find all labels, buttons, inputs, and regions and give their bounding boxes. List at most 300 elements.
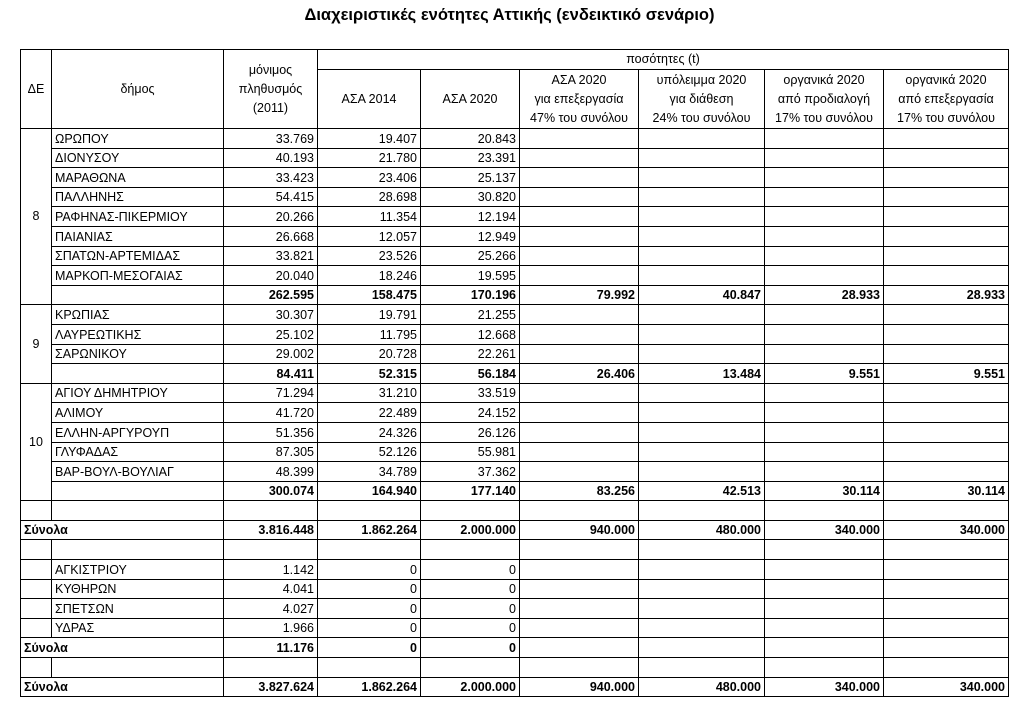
subtotal-resid: 13.484 <box>639 364 765 384</box>
header-pop-line: (2011) <box>252 100 289 115</box>
subtotal-orgsel: 30.114 <box>765 481 884 501</box>
municipality-name: ΠΑΙΑΝΙΑΣ <box>52 226 224 246</box>
total-row <box>21 520 1009 540</box>
empty-cell <box>52 501 224 521</box>
asa2014-cell: 12.057 <box>318 226 421 246</box>
empty-cell <box>520 305 639 325</box>
header-quantities: ποσότητες (t) <box>318 50 1009 70</box>
subtotal-orgsel: 28.933 <box>765 285 884 305</box>
municipality-name: ΑΓΚΙΣΤΡΙΟΥ <box>52 560 224 580</box>
empty-cell <box>639 129 765 149</box>
asa2020-cell: 55.981 <box>421 442 520 462</box>
total-resid: 480.000 <box>639 520 765 540</box>
page-title: Διαχειριστικές ενότητες Αττικής (ενδεικτικό σενάριο) <box>304 6 715 24</box>
empty-cell <box>765 344 884 364</box>
empty-cell <box>765 305 884 325</box>
empty-cell <box>884 148 1009 168</box>
asa2014-cell: 31.210 <box>318 383 421 403</box>
header-pop-line: πληθυσμός <box>238 81 303 96</box>
header-line: οργανικά 2020 <box>905 72 987 87</box>
empty-cell <box>765 658 884 678</box>
asa2014-cell: 18.246 <box>318 266 421 286</box>
empty-cell <box>884 442 1009 462</box>
spacer-row <box>21 540 1009 560</box>
population-cell: 54.415 <box>224 187 318 207</box>
municipality-name: ΣΠΕΤΣΩΝ <box>52 599 224 619</box>
table-row <box>21 266 1009 286</box>
empty-cell <box>520 442 639 462</box>
empty-cell <box>639 442 765 462</box>
table-row <box>21 305 1009 325</box>
header-organic-processing <box>884 70 1009 129</box>
total-asa2020: 2.000.000 <box>421 677 520 697</box>
population-cell: 30.307 <box>224 305 318 325</box>
total-proc: 940.000 <box>520 520 639 540</box>
header-dimos: δήμος <box>52 50 224 129</box>
empty-cell <box>21 599 52 619</box>
empty-cell <box>639 344 765 364</box>
header-processing <box>520 70 639 129</box>
total-asa2014: 1.862.264 <box>318 520 421 540</box>
de-cell: 10 <box>21 383 52 501</box>
asa2014-cell: 0 <box>318 618 421 638</box>
table-row <box>21 226 1009 246</box>
asa2014-cell: 24.326 <box>318 422 421 442</box>
empty-cell <box>639 246 765 266</box>
header-organic-sorting <box>765 70 884 129</box>
empty-cell <box>21 540 52 560</box>
subtotal-row <box>21 481 1009 501</box>
asa2020-cell: 12.949 <box>421 226 520 246</box>
asa2014-cell: 23.406 <box>318 168 421 188</box>
empty-cell <box>765 579 884 599</box>
subtotal-proc: 26.406 <box>520 364 639 384</box>
header-line: για διάθεση <box>669 91 734 106</box>
asa2014-cell: 19.791 <box>318 305 421 325</box>
population-cell: 4.027 <box>224 599 318 619</box>
asa2020-cell: 25.266 <box>421 246 520 266</box>
empty-cell <box>520 207 639 227</box>
subtotal-asa2020: 56.184 <box>421 364 520 384</box>
empty-cell <box>765 638 884 658</box>
table-row <box>21 462 1009 482</box>
total-resid: 480.000 <box>639 677 765 697</box>
subtotal-asa2020: 170.196 <box>421 285 520 305</box>
subtotal-pop: 300.074 <box>224 481 318 501</box>
asa2014-cell: 11.354 <box>318 207 421 227</box>
header-pop-line: μόνιμος <box>248 62 293 77</box>
subtotal-orgproc: 9.551 <box>884 364 1009 384</box>
table-row <box>21 324 1009 344</box>
subtotal-asa2014: 52.315 <box>318 364 421 384</box>
empty-cell <box>639 638 765 658</box>
total-asa2020: 2.000.000 <box>421 520 520 540</box>
empty-cell <box>884 579 1009 599</box>
empty-cell <box>765 324 884 344</box>
header-line: 24% του συνόλου <box>652 110 751 125</box>
empty-cell <box>765 187 884 207</box>
empty-cell <box>639 599 765 619</box>
header-line: από προδιαλογή <box>777 91 871 106</box>
empty-cell <box>318 501 421 521</box>
empty-cell <box>639 579 765 599</box>
empty-cell <box>520 560 639 580</box>
empty-cell <box>765 501 884 521</box>
subtotal-pop: 262.595 <box>224 285 318 305</box>
empty-cell <box>318 540 421 560</box>
header-population <box>224 50 318 129</box>
empty-cell <box>520 501 639 521</box>
table-row <box>21 187 1009 207</box>
asa2014-cell: 28.698 <box>318 187 421 207</box>
empty-cell <box>520 618 639 638</box>
subtotal-orgproc: 30.114 <box>884 481 1009 501</box>
population-cell: 48.399 <box>224 462 318 482</box>
empty-cell <box>520 638 639 658</box>
total-label: Σύνολα <box>21 677 224 697</box>
empty-cell <box>765 168 884 188</box>
municipality-name: ΠΑΛΛΗΝΗΣ <box>52 187 224 207</box>
subtotal-resid: 40.847 <box>639 285 765 305</box>
asa2020-cell: 33.519 <box>421 383 520 403</box>
table-row <box>21 148 1009 168</box>
total-orgproc: 340.000 <box>884 677 1009 697</box>
asa2014-cell: 52.126 <box>318 442 421 462</box>
empty-cell <box>639 403 765 423</box>
population-cell: 33.423 <box>224 168 318 188</box>
population-cell: 71.294 <box>224 383 318 403</box>
empty-cell <box>765 266 884 286</box>
table-row <box>21 442 1009 462</box>
total-orgproc: 340.000 <box>884 520 1009 540</box>
empty-cell <box>639 560 765 580</box>
header-line: οργανικά 2020 <box>783 72 865 87</box>
empty-cell <box>765 129 884 149</box>
header-line: 17% του συνόλου <box>775 110 873 125</box>
total-pop: 11.176 <box>224 638 318 658</box>
header-residue <box>639 70 765 129</box>
subtotal-proc: 79.992 <box>520 285 639 305</box>
subtotal-row <box>21 364 1009 384</box>
empty-cell <box>318 658 421 678</box>
empty-cell <box>520 344 639 364</box>
empty-cell <box>639 305 765 325</box>
municipality-name: ΥΔΡΑΣ <box>52 618 224 638</box>
empty-cell <box>421 540 520 560</box>
table-row <box>21 168 1009 188</box>
asa2014-cell: 0 <box>318 579 421 599</box>
municipality-name: ΣΠΑΤΩΝ-ΑΡΤΕΜΙΔΑΣ <box>52 246 224 266</box>
empty-cell <box>224 540 318 560</box>
empty-cell <box>52 364 224 384</box>
asa2014-cell: 23.526 <box>318 246 421 266</box>
total-label: Σύνολα <box>21 520 224 540</box>
table-row <box>21 579 1009 599</box>
asa2020-cell: 12.194 <box>421 207 520 227</box>
table-row <box>21 560 1009 580</box>
subtotal-orgproc: 28.933 <box>884 285 1009 305</box>
asa2014-cell: 34.789 <box>318 462 421 482</box>
empty-cell <box>639 266 765 286</box>
empty-cell <box>421 658 520 678</box>
population-cell: 51.356 <box>224 422 318 442</box>
total-pop: 3.827.624 <box>224 677 318 697</box>
total-pop: 3.816.448 <box>224 520 318 540</box>
empty-cell <box>639 226 765 246</box>
header-asa2014: ΑΣΑ 2014 <box>318 70 421 129</box>
total-proc: 940.000 <box>520 677 639 697</box>
spacer-row <box>21 658 1009 678</box>
empty-cell <box>765 383 884 403</box>
empty-cell <box>639 207 765 227</box>
empty-cell <box>639 324 765 344</box>
asa2014-cell: 22.489 <box>318 403 421 423</box>
municipality-name: ΓΛΥΦΑΔΑΣ <box>52 442 224 462</box>
asa2020-cell: 19.595 <box>421 266 520 286</box>
table-body <box>21 129 1009 697</box>
subtotal-asa2014: 164.940 <box>318 481 421 501</box>
empty-cell <box>884 344 1009 364</box>
empty-cell <box>765 618 884 638</box>
population-cell: 29.002 <box>224 344 318 364</box>
header-line: από επεξεργασία <box>898 91 994 106</box>
empty-cell <box>639 187 765 207</box>
empty-cell <box>520 540 639 560</box>
header-asa2020: ΑΣΑ 2020 <box>421 70 520 129</box>
empty-cell <box>884 658 1009 678</box>
empty-cell <box>765 422 884 442</box>
empty-cell <box>52 540 224 560</box>
asa2020-cell: 20.843 <box>421 129 520 149</box>
empty-cell <box>884 226 1009 246</box>
empty-cell <box>884 129 1009 149</box>
empty-cell <box>21 618 52 638</box>
empty-cell <box>21 658 52 678</box>
asa2014-cell: 21.780 <box>318 148 421 168</box>
total-asa2014: 1.862.264 <box>318 677 421 697</box>
table-row <box>21 207 1009 227</box>
empty-cell <box>884 207 1009 227</box>
grand-total-row <box>21 677 1009 697</box>
empty-cell <box>765 207 884 227</box>
header-line: για επεξεργασία <box>534 91 624 106</box>
municipality-name: ΑΓΙΟΥ ΔΗΜΗΤΡΙΟΥ <box>52 383 224 403</box>
empty-cell <box>884 324 1009 344</box>
empty-cell <box>884 540 1009 560</box>
empty-cell <box>639 462 765 482</box>
subtotal-orgsel: 9.551 <box>765 364 884 384</box>
asa2014-cell: 20.728 <box>318 344 421 364</box>
empty-cell <box>884 187 1009 207</box>
population-cell: 26.668 <box>224 226 318 246</box>
total-asa2014: 0 <box>318 638 421 658</box>
subtotal-resid: 42.513 <box>639 481 765 501</box>
asa2020-cell: 23.391 <box>421 148 520 168</box>
population-cell: 20.040 <box>224 266 318 286</box>
total-row <box>21 638 1009 658</box>
empty-cell <box>520 246 639 266</box>
empty-cell <box>765 540 884 560</box>
empty-cell <box>639 383 765 403</box>
table-row <box>21 403 1009 423</box>
empty-cell <box>224 658 318 678</box>
empty-cell <box>884 638 1009 658</box>
population-cell: 33.769 <box>224 129 318 149</box>
asa2020-cell: 24.152 <box>421 403 520 423</box>
asa2020-cell: 37.362 <box>421 462 520 482</box>
asa2020-cell: 0 <box>421 560 520 580</box>
empty-cell <box>765 599 884 619</box>
empty-cell <box>639 540 765 560</box>
asa2020-cell: 0 <box>421 579 520 599</box>
subtotal-asa2020: 177.140 <box>421 481 520 501</box>
asa2014-cell: 0 <box>318 560 421 580</box>
empty-cell <box>639 618 765 638</box>
empty-cell <box>520 599 639 619</box>
table-row <box>21 246 1009 266</box>
header-line: 47% του συνόλου <box>530 110 628 125</box>
table-row <box>21 383 1009 403</box>
municipality-name: ΚΥΘΗΡΩΝ <box>52 579 224 599</box>
municipality-name: ΒΑΡ-ΒΟΥΛ-ΒΟΥΛΙΑΓ <box>52 462 224 482</box>
empty-cell <box>520 579 639 599</box>
empty-cell <box>884 383 1009 403</box>
empty-cell <box>639 168 765 188</box>
empty-cell <box>765 462 884 482</box>
table-row <box>21 129 1009 149</box>
empty-cell <box>520 422 639 442</box>
empty-cell <box>884 599 1009 619</box>
total-asa2020: 0 <box>421 638 520 658</box>
empty-cell <box>520 226 639 246</box>
header-line: 17% του συνόλου <box>897 110 995 125</box>
empty-cell <box>765 246 884 266</box>
empty-cell <box>639 658 765 678</box>
empty-cell <box>520 462 639 482</box>
population-cell: 41.720 <box>224 403 318 423</box>
total-orgsel: 340.000 <box>765 520 884 540</box>
subtotal-row <box>21 285 1009 305</box>
header-line: ΑΣΑ 2020 <box>551 72 607 87</box>
municipality-name: ΜΑΡΚΟΠ-ΜΕΣΟΓΑΙΑΣ <box>52 266 224 286</box>
empty-cell <box>421 501 520 521</box>
table-row <box>21 618 1009 638</box>
asa2014-cell: 19.407 <box>318 129 421 149</box>
population-cell: 40.193 <box>224 148 318 168</box>
subtotal-proc: 83.256 <box>520 481 639 501</box>
header-de: ΔΕ <box>21 50 52 129</box>
municipality-name: ΜΑΡΑΘΩΝΑ <box>52 168 224 188</box>
asa2020-cell: 26.126 <box>421 422 520 442</box>
municipality-name: ΚΡΩΠΙΑΣ <box>52 305 224 325</box>
header-row-1 <box>21 50 1009 70</box>
empty-cell <box>884 422 1009 442</box>
total-orgsel: 340.000 <box>765 677 884 697</box>
empty-cell <box>520 148 639 168</box>
asa2014-cell: 0 <box>318 599 421 619</box>
empty-cell <box>884 246 1009 266</box>
empty-cell <box>639 422 765 442</box>
table-row <box>21 599 1009 619</box>
population-cell: 1.966 <box>224 618 318 638</box>
municipality-name: ΕΛΛΗΝ-ΑΡΓΥΡΟΥΠ <box>52 422 224 442</box>
empty-cell <box>765 442 884 462</box>
empty-cell <box>884 501 1009 521</box>
empty-cell <box>520 324 639 344</box>
empty-cell <box>884 462 1009 482</box>
empty-cell <box>224 501 318 521</box>
municipality-name: ΔΙΟΝΥΣΟΥ <box>52 148 224 168</box>
empty-cell <box>765 148 884 168</box>
empty-cell <box>520 383 639 403</box>
asa2020-cell: 22.261 <box>421 344 520 364</box>
municipality-name: ΩΡΩΠΟΥ <box>52 129 224 149</box>
asa2020-cell: 25.137 <box>421 168 520 188</box>
subtotal-pop: 84.411 <box>224 364 318 384</box>
asa2020-cell: 21.255 <box>421 305 520 325</box>
waste-table <box>20 49 1009 697</box>
empty-cell <box>520 266 639 286</box>
empty-cell <box>765 226 884 246</box>
empty-cell <box>639 501 765 521</box>
empty-cell <box>884 305 1009 325</box>
municipality-name: ΛΑΥΡΕΩΤΙΚΗΣ <box>52 324 224 344</box>
empty-cell <box>520 168 639 188</box>
empty-cell <box>52 285 224 305</box>
empty-cell <box>520 129 639 149</box>
subtotal-asa2014: 158.475 <box>318 285 421 305</box>
table-row <box>21 344 1009 364</box>
empty-cell <box>884 168 1009 188</box>
empty-cell <box>21 560 52 580</box>
asa2014-cell: 11.795 <box>318 324 421 344</box>
municipality-name: ΡΑΦΗΝΑΣ-ΠΙΚΕΡΜΙΟΥ <box>52 207 224 227</box>
empty-cell <box>884 560 1009 580</box>
spacer-row <box>21 501 1009 521</box>
empty-cell <box>52 481 224 501</box>
table-row <box>21 422 1009 442</box>
empty-cell <box>21 501 52 521</box>
empty-cell <box>52 658 224 678</box>
empty-cell <box>520 187 639 207</box>
asa2020-cell: 0 <box>421 599 520 619</box>
empty-cell <box>520 658 639 678</box>
empty-cell <box>884 618 1009 638</box>
municipality-name: ΑΛΙΜΟΥ <box>52 403 224 423</box>
population-cell: 20.266 <box>224 207 318 227</box>
asa2020-cell: 12.668 <box>421 324 520 344</box>
empty-cell <box>639 148 765 168</box>
population-cell: 87.305 <box>224 442 318 462</box>
empty-cell <box>765 560 884 580</box>
empty-cell <box>21 579 52 599</box>
population-cell: 25.102 <box>224 324 318 344</box>
population-cell: 1.142 <box>224 560 318 580</box>
empty-cell <box>884 403 1009 423</box>
municipality-name: ΣΑΡΩΝΙΚΟΥ <box>52 344 224 364</box>
population-cell: 33.821 <box>224 246 318 266</box>
asa2020-cell: 0 <box>421 618 520 638</box>
header-line: υπόλειμμα 2020 <box>656 72 747 87</box>
asa2020-cell: 30.820 <box>421 187 520 207</box>
empty-cell <box>884 266 1009 286</box>
de-cell: 9 <box>21 305 52 383</box>
total-label: Σύνολα <box>21 638 224 658</box>
empty-cell <box>765 403 884 423</box>
de-cell: 8 <box>21 129 52 305</box>
empty-cell <box>520 403 639 423</box>
population-cell: 4.041 <box>224 579 318 599</box>
